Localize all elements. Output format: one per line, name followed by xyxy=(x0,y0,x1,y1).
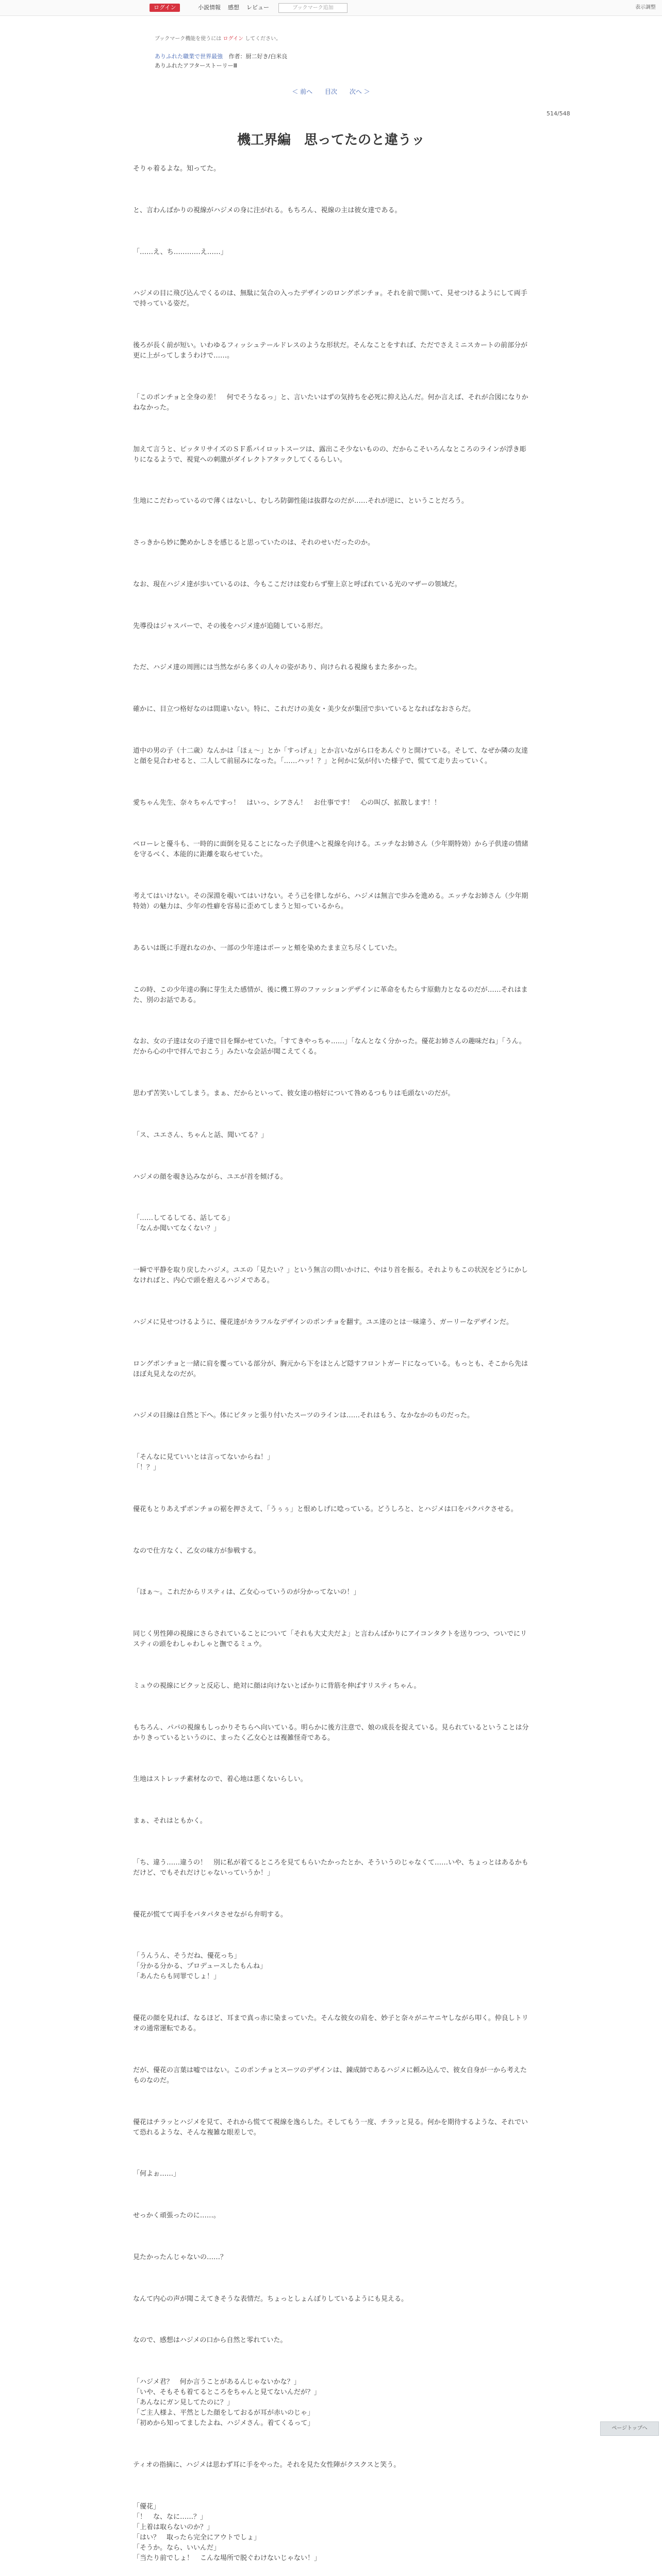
body-paragraph: 道中の男の子（十二歳）なんかは「ほぇ～」とか「すっげぇ」とか言いながら口をあんぐりと開けている。そして、なぜか隣の友達と顔を見合わせると、二人して前屈みになった。「……ハッ！？」と何かに気が付いた様子で、慌てて走り去っていく。 xyxy=(133,747,528,765)
body-paragraph: そりゃ着るよな。知ってた。 xyxy=(133,165,221,173)
body-paragraph: 「ち、違う……違うの！ 別に私が着てるところを見てもらいたかったとか、そういうのじゃなくて……いや、ちょっとはあるかもだけど、でもそれだけじゃないっていうか！」 xyxy=(133,1858,528,1877)
body-paragraph: 優花はチラッとハジメを見て、それから慌てて視線を逸らした。そしてもう一度、チラッと見る。何かを期待するような、それでいて恐れるような、そんな複雑な眼差しで。 xyxy=(133,2118,528,2137)
body-paragraph: 一瞬で平静を取り戻したハジメ。ユエの「見たい？」という無言の問いかけに、やはり首を振る。それよりもこの状況をどうにかしなければと、内心で頭を抱えるハジメである。 xyxy=(133,1266,528,1284)
episode-title: 機工界編 思ってたのと違うッ xyxy=(237,132,425,148)
body-paragraph: ハジメに見せつけるように、優花達がカラフルなデザインのポンチョを翻す。ユエ達のとは一味違う、ガーリーなデザインだ。 xyxy=(133,1318,513,1326)
body-paragraph: 生地にこだわっているので薄くはないし、むしろ防御性能は抜群なのだが……それが逆に、ということだろう。 xyxy=(133,497,468,505)
body-paragraph: ハジメの目に飛び込んでくるのは、無駄に気合の入ったデザインのロングポンチョ。それを前で開いて、見せつけるようにして両手で持っている姿だ。 xyxy=(133,290,527,308)
body-paragraph: 生地はストレッチ素材なので、着心地は悪くないらしい。 xyxy=(133,1775,307,1784)
body-paragraph: と、言わんばかりの視線がハジメの身に注がれる。もちろん、視線の主は彼女達である。 xyxy=(133,206,402,214)
body-paragraph: 加えて言うと、ピッタリサイズのＳＦ系パイロットスーツは、露出こそ少ないものの、だからこそいろんなところのラインが浮き彫りになるようで、視覚への刺激がダイレクトアタックしてくるらしい。 xyxy=(133,445,526,464)
body-paragraph: 確かに、目立つ格好なのは間違いない。特に、これだけの美女・美少女が集団で歩いているとなればなおさらだ。 xyxy=(133,705,475,713)
body-paragraph: 考えてはいけない。その深淵を覗いてはいけない。そう己を律しながら、ハジメは無言で歩みを進める。エッチなお姉さん（少年期特効）の魅力は、少年の性癖を容易に歪めてしまうと知っているから。 xyxy=(133,892,528,910)
body-paragraph: なので仕方なく、乙女の味方が参戦する。 xyxy=(133,1547,260,1555)
body-paragraph: 「……してるしてる、話してる」 「なんか聞いてなくない？」 xyxy=(133,1214,234,1233)
body-paragraph: ロングポンチョと一緒に肩を覆っている部分が、胸元から下をほとんど隠すフロントガードになっている。もっとも、そこから先はほぼ丸見えなのだが。 xyxy=(133,1360,528,1378)
body-paragraph: あるいは既に手遅れなのか、一部の少年達はポーッと頬を染めたまま立ち尽くしていた。 xyxy=(133,944,402,952)
body-paragraph: 先導役はジャスパーで、その後をハジメ達が追随している形だ。 xyxy=(133,622,327,630)
body-paragraph: 見たかったんじゃないの……？ xyxy=(133,2253,227,2261)
novel-body xyxy=(133,164,532,2576)
body-paragraph: ハジメの目線は自然と下へ。体にピタッと張り付いたスーツのラインは……それはもう、なかなかのものだった。 xyxy=(133,1412,474,1420)
body-paragraph: 優花もとりあえずポンチョの裾を押さえて、「うぅぅ」と恨めしげに唸っている。どうしろと、とハジメは口をパクパクさせる。 xyxy=(133,1505,518,1513)
body-paragraph: 愛ちゃん先生、奈々ちゃんですっ！ はいっ、シアさん！ お仕事です！ 心の叫び、拡散します！！ xyxy=(133,799,441,807)
next-episode-link[interactable]: 次へ ＞ xyxy=(349,88,370,95)
body-paragraph: なお、女の子達は女の子達で目を輝かせていた。「すてきやっちゃ……」「なんとなく分かった。優花お姉さんの趣味だね」「うん。だから心の中で拝んでおこう」みたいな会話が聞こえてくる。 xyxy=(133,1038,526,1056)
body-paragraph: 「優花」 「！ な、なに……？」 「上着は取らないのか？」 「はい？ 取ったら完全にアウトでしょ」 「そうか。なら、いいんだ」 「当たり前でしょ！ こんな場所で脱ぐわけないじゃない！」 xyxy=(133,2502,321,2562)
body-paragraph: 優花が慌てて両手をパタパタさせながら弁明する。 xyxy=(133,1910,287,1919)
series-info xyxy=(155,53,287,61)
body-paragraph: 「ほぁ～。これだからリスティは、乙女心っていうのが分かってないの！」 xyxy=(133,1588,360,1597)
body-paragraph: 「このポンチョと全身の差！ 何でそうなるっ」と、言いたいはずの気持ちを必死に抑え込んだ。何か言えば、それが合図になりかねなかった。 xyxy=(133,393,528,412)
body-paragraph: ミュウの視線にビクッと反応し、絶対に顔は向けないとばかりに背筋を伸ばすリスティちゃん。 xyxy=(133,1682,421,1690)
body-paragraph: せっかく頑張ったのに……。 xyxy=(133,2212,220,2219)
author-name: 作者：厨二好き/白米良 xyxy=(228,53,288,60)
display-settings-button[interactable]: 表示調整 xyxy=(635,5,656,10)
add-bookmark-button[interactable]: ブックマーク追加 xyxy=(278,3,347,13)
episode-pager xyxy=(0,88,662,96)
series-title-link[interactable]: ありふれた職業で世界最強 xyxy=(155,53,223,60)
body-paragraph: もちろん、パパの視線もしっかりそちらへ向いている。明らかに後方注意で、娘の成長を捉えている。見られているということは分かりきっているというのに、まったく乙女心とは複雑怪奇である。 xyxy=(133,1723,529,1742)
body-paragraph: なんて内心の声が聞こえてきそうな表情だ。ちょっとしょんぼりしているようにも見える。 xyxy=(133,2295,408,2303)
prev-episode-link[interactable]: ＜ 前へ xyxy=(292,88,313,95)
body-paragraph: ペローレと優斗も、一時的に面倒を見ることになった子供達へと視線を向ける。エッチなお姉さん（少年期特効）から子供達の情緒を守るべく、本能的に距離を取らせていた。 xyxy=(133,840,528,859)
body-paragraph: この時、この少年達の胸に芽生えた感情が、後に機工界のファッションデザインに革命をもたらす原動力となるのだが……それはまた、別のお話である。 xyxy=(133,986,528,1004)
body-paragraph: 後ろが長く前が短い。いわゆるフィッシュテールドレスのような形状だ。そんなことをすれば、ただでさえミニスカートの前部分が更に上がってしまうわけで……。 xyxy=(133,342,528,360)
body-paragraph: なお、現在ハジメ達が歩いているのは、今もここだけは変わらず聖上京と呼ばれている光のマザーの領域だ。 xyxy=(133,580,461,588)
body-paragraph: だが、優花の言葉は嘘ではない。このポンチョとスーツのデザインは、錬成師であるハジメに頼み込んで、彼女自身が一から考えたものなのだ。 xyxy=(133,2066,527,2084)
top-bar xyxy=(0,0,662,16)
episode-counter: 514/548 xyxy=(547,110,570,117)
body-paragraph: 優花の顔を見れば、なるほど、耳まで真っ赤に染まっていた。そんな彼女の肩を、妙子と奈々がニヤニヤしながら叩く。仲良しトリオの通常運転である。 xyxy=(133,2014,528,2032)
body-paragraph: 思わず苦笑いしてしまう。まぁ、だからといって、彼女達の格好について咎めるつもりは毛頭ないのだが。 xyxy=(133,1090,455,1097)
bookmark-notice-suffix: してください。 xyxy=(245,36,282,42)
login-button[interactable]: ログイン xyxy=(150,4,180,12)
novel-info-link[interactable]: 小説情報 xyxy=(198,4,221,11)
body-paragraph: ハジメの顔を覗き込みながら、ユエが首を傾げる。 xyxy=(133,1173,287,1181)
table-of-contents-link[interactable]: 目次 xyxy=(324,88,337,95)
reviews-link[interactable]: レビュー xyxy=(246,4,269,11)
body-paragraph: 「うんうん、そうだね、優花っち」 「分かる分かる、プロデュースしたもんね」 「あんたらも同罪でしょ！」 xyxy=(133,1952,267,1981)
page-top-button[interactable]: ページトップへ xyxy=(600,2421,659,2436)
body-paragraph: ティオの指摘に、ハジメは思わず耳に手をやった。それを見た女性陣がクスクスと笑う。 xyxy=(133,2461,401,2469)
body-paragraph: 「……え、ち…………え……」 xyxy=(133,248,227,256)
body-paragraph: 同じく男性陣の視線にさらされていることについて「それも大丈夫だよ」と言わんばかりにアイコンタクトを送りつつ、ついでにリスティの頭をわしゃわしゃと撫でるミュウ。 xyxy=(133,1630,527,1648)
body-paragraph: まぁ、それはともかく。 xyxy=(133,1817,207,1825)
bookmark-notice-text: ブックマーク機能を使うには xyxy=(155,36,222,42)
impressions-link[interactable]: 感想 xyxy=(228,4,239,11)
body-paragraph: さっきから妙に艶めかしさを感じると思っていたのは、それのせいだったのか。 xyxy=(133,539,375,547)
bookmark-notice xyxy=(155,34,281,42)
top-nav xyxy=(198,4,269,12)
notice-login-link[interactable]: ログイン xyxy=(223,36,243,42)
body-paragraph: 「何よぉ……」 xyxy=(133,2170,180,2178)
body-paragraph: ただ、ハジメ達の周囲には当然ながら多くの人々の姿があり、向けられる視線もまた多かった。 xyxy=(133,664,421,672)
body-paragraph: 「ス、ユエさん、ちゃんと話、聞いてる？」 xyxy=(133,1131,268,1139)
body-paragraph: なので、感想はハジメの口から自然と零れていた。 xyxy=(133,2336,287,2345)
chapter-group-title: ありふれたアフターストーリーⅢ xyxy=(155,62,238,69)
body-paragraph: 「ハジメ君？ 何か言うことがあるんじゃないかな？」 「いや、そもそも着てるところをちゃんと見てないんだが？」 「あんなにガン見してたのに？」 「ご主人様よ、平然とした顔をしておるが耳が赤いのじゃ」 「初めから知ってましたよね、ハジメさん。着てくるって」 xyxy=(133,2378,321,2427)
body-paragraph: 「そんなに見ていいとは言ってないからね！」 「！？」 xyxy=(133,1453,274,1471)
